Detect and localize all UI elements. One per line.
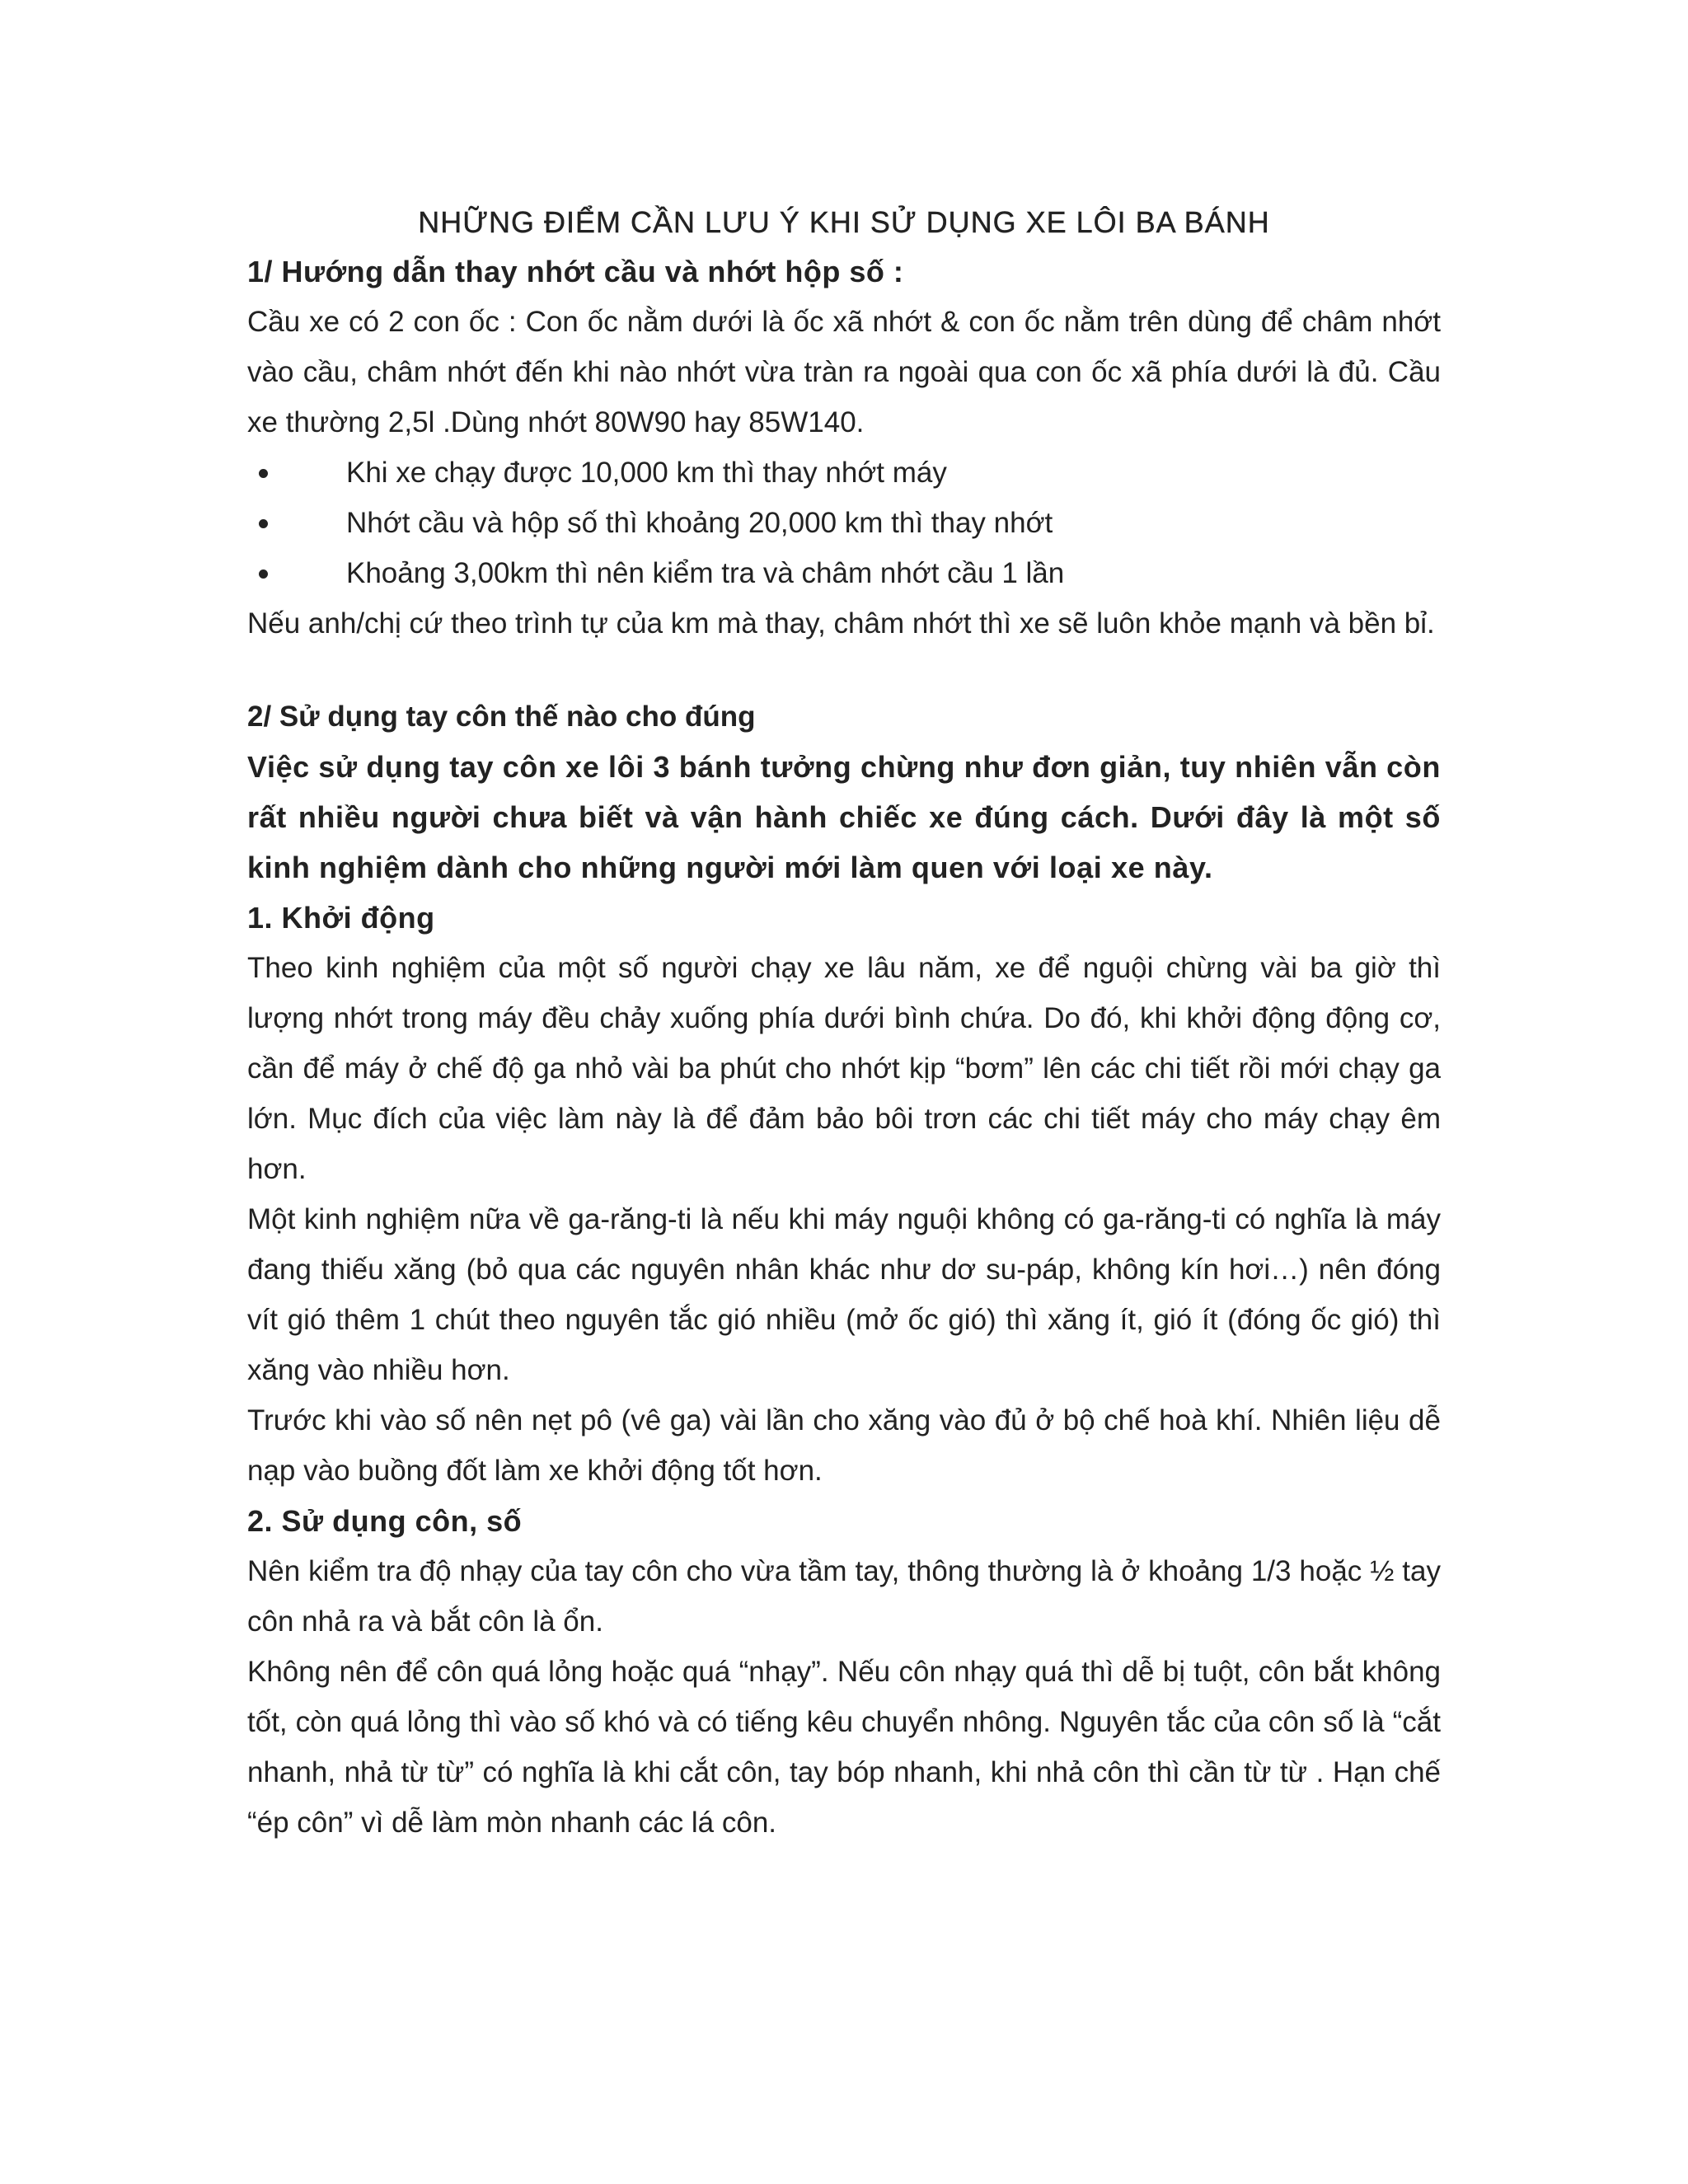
list-item-text: Khi xe chạy được 10,000 km thì thay nhớt máy	[346, 457, 947, 489]
list-item	[247, 448, 1441, 498]
list-item	[247, 548, 1441, 598]
section-spacer	[247, 649, 1441, 691]
list-item-text: Khoảng 3,00km thì nên kiểm tra và châm nhớt cầu 1 lần	[346, 557, 1065, 589]
list-item	[247, 498, 1441, 548]
list-item-text: Nhớt cầu và hộp số thì khoảng 20,000 km thì thay nhớt	[346, 507, 1053, 539]
subsection-startup-heading: 1. Khởi động	[247, 901, 435, 935]
document-title: NHỮNG ĐIỂM CẦN LƯU Ý KHI SỬ DỤNG XE LÔI BA BÁNH	[418, 205, 1270, 239]
subsection-startup-paragraph: Một kinh nghiệm nữa về ga-răng-ti là nếu khi máy nguội không có ga-răng-ti có nghĩa là máy đang thiếu xăng (bỏ qua các nguyên nhân khác như dơ su-páp, không kín hơi…) nên đóng vít gió thêm 1 chút theo nguyên tắc gió nhiều (mở ốc gió) thì xăng ít, gió ít (đóng ốc gió) thì xăng vào nhiều hơn.	[247, 1203, 1441, 1386]
bullet-icon	[259, 519, 268, 528]
subsection-startup-paragraph: Trước khi vào số nên nẹt pô (vê ga) vài lần cho xăng vào đủ ở bộ chế hoà khí. Nhiên liệu dễ nạp vào buồng đốt làm xe khởi động tốt hơn.	[247, 1404, 1441, 1487]
section-clutch-usage	[247, 691, 1441, 1848]
subsection-startup-paragraph: Theo kinh nghiệm của một số người chạy xe lâu năm, xe để nguội chừng vài ba giờ thì lượng nhớt trong máy đều chảy xuống phía dưới bình chứa. Do đó, khi khởi động động cơ, cần để máy ở chế độ ga nhỏ vài ba phút cho nhớt kịp “bơm” lên các chi tiết rồi mới chạy ga lớn. Mục đích của việc làm này là để đảm bảo bôi trơn các chi tiết máy cho máy chạy êm hơn.	[247, 952, 1441, 1185]
section-2-heading: 2/ Sử dụng tay côn thế nào cho đúng	[247, 701, 756, 733]
section-1-heading: 1/ Hướng dẫn thay nhớt cầu và nhớt hộp số :	[247, 255, 904, 288]
section-2-lead: Việc sử dụng tay côn xe lôi 3 bánh tưởng chừng như đơn giản, tuy nhiên vẫn còn rất nhiều người chưa biết và vận hành chiếc xe đúng cách. Dưới đây là một số kinh nghiệm dành cho những người mới làm quen với loại xe này.	[247, 750, 1441, 884]
section-oil-change	[247, 247, 1441, 649]
subsection-clutch-gear-heading: 2. Sử dụng côn, số	[247, 1504, 523, 1538]
subsection-clutch-gear-paragraph: Không nên để côn quá lỏng hoặc quá “nhạy”. Nếu côn nhạy quá thì dễ bị tuột, côn bắt không tốt, còn quá lỏng thì vào số khó và có tiếng kêu chuyển nhông. Nguyên tắc của côn số là “cắt nhanh, nhả từ từ” có nghĩa là khi cắt côn, tay bóp nhanh, khi nhả côn thì cần từ từ . Hạn chế “ép côn” vì dễ làm mòn nhanh các lá côn.	[247, 1656, 1441, 1839]
bullet-icon	[259, 469, 268, 478]
subsection-clutch-gear-paragraph: Nên kiểm tra độ nhạy của tay côn cho vừa tầm tay, thông thường là ở khoảng 1/3 hoặc ½ tay côn nhả ra và bắt côn là ổn.	[247, 1555, 1441, 1638]
section-1-closing: Nếu anh/chị cứ theo trình tự của km mà thay, châm nhớt thì xe sẽ luôn khỏe mạnh và bền bỉ.	[247, 607, 1435, 640]
section-1-paragraph: Cầu xe có 2 con ốc : Con ốc nằm dưới là ốc xã nhớt & con ốc nằm trên dùng để châm nhớt vào cầu, châm nhớt đến khi nào nhớt vừa tràn ra ngoài qua con ốc xã phía dưới là đủ. Cầu xe thường 2,5l .Dùng nhớt 80W90 hay 85W140.	[247, 306, 1441, 438]
document-page	[247, 198, 1441, 1848]
section-1-bullet-list	[247, 448, 1441, 598]
bullet-icon	[259, 569, 268, 579]
